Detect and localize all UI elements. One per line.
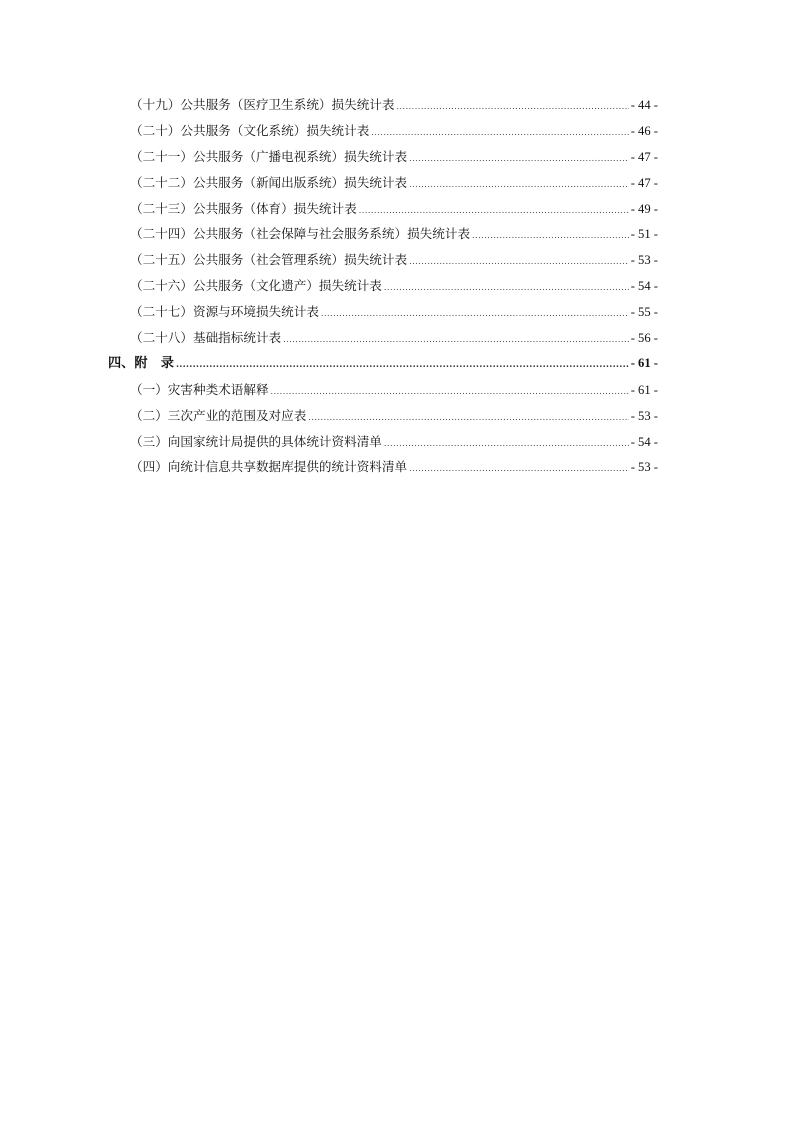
toc-entry-appendix-1[interactable] [108, 377, 658, 403]
toc-entry-page: - 54 - [630, 434, 658, 449]
toc-entry-title: （二十五）公共服务（社会管理系统）损失统计表 [130, 252, 408, 268]
toc-dot-leader [359, 198, 629, 224]
toc-entry-title: （一）灾害种类术语解释 [130, 381, 269, 397]
toc-entry-page: - 53 - [630, 408, 658, 423]
toc-entry-title: （三）向国家统计局提供的具体统计资料清单 [130, 433, 382, 449]
toc-dot-leader [176, 353, 629, 379]
toc-entry-page: - 53 - [630, 460, 658, 475]
toc-dot-leader [384, 275, 629, 301]
toc-entry-page: - 47 - [630, 149, 658, 164]
toc-dot-leader [321, 301, 629, 327]
toc-entry-page: - 56 - [630, 331, 658, 346]
toc-dot-leader [384, 431, 629, 457]
toc-dot-leader [396, 94, 628, 120]
toc-section-page: - 61 - [630, 355, 658, 370]
toc-dot-leader [409, 456, 629, 482]
toc-entry-title: （二十一）公共服务（广播电视系统）损失统计表 [130, 148, 408, 164]
toc-dot-leader [409, 146, 629, 172]
toc-entry-appendix-2[interactable] [108, 403, 658, 429]
toc-entry-25[interactable] [108, 247, 658, 273]
toc-entry-page: - 49 - [630, 201, 658, 216]
toc-section-appendix[interactable] [108, 351, 658, 377]
toc-dot-leader [472, 223, 629, 249]
toc-dot-leader [409, 249, 629, 275]
toc-dot-leader [409, 172, 629, 198]
toc-entry-27[interactable] [108, 299, 658, 325]
toc-entry-page: - 53 - [630, 253, 658, 268]
toc-entry-title: （四）向统计信息共享数据库提供的统计资料清单 [130, 459, 408, 475]
toc-dot-leader [283, 327, 629, 353]
toc-entry-title: （二十六）公共服务（文化遗产）损失统计表 [130, 278, 382, 294]
toc-entry-page: - 47 - [630, 175, 658, 190]
toc-entry-20[interactable] [108, 118, 658, 144]
toc-entry-appendix-3[interactable] [108, 429, 658, 455]
toc-dot-leader [271, 379, 629, 405]
toc-entry-19[interactable] [108, 92, 658, 118]
table-of-contents [108, 92, 658, 480]
toc-entry-26[interactable] [108, 273, 658, 299]
toc-dot-leader [308, 405, 628, 431]
toc-entry-28[interactable] [108, 325, 658, 351]
toc-entry-title: （二十七）资源与环境损失统计表 [130, 304, 319, 320]
toc-entry-page: - 44 - [630, 98, 658, 112]
toc-entry-title: （十九）公共服务（医疗卫生系统）损失统计表 [130, 97, 395, 112]
toc-entry-appendix-4[interactable] [108, 454, 658, 480]
toc-entry-24[interactable] [108, 221, 658, 247]
toc-entry-page: - 54 - [630, 279, 658, 294]
toc-entry-title: （二十二）公共服务（新闻出版系统）损失统计表 [130, 174, 408, 190]
toc-entry-page: - 51 - [630, 227, 658, 242]
toc-section-title: 四、附 录 [108, 355, 174, 371]
toc-entry-title: （二十四）公共服务（社会保障与社会服务系统）损失统计表 [130, 226, 471, 242]
toc-entry-title: （二）三次产业的范围及对应表 [130, 407, 307, 423]
toc-entry-23[interactable] [108, 196, 658, 222]
toc-entry-title: （二十三）公共服务（体育）损失统计表 [130, 200, 357, 216]
toc-entry-page: - 46 - [630, 123, 658, 138]
toc-dot-leader [371, 120, 628, 146]
toc-entry-21[interactable] [108, 144, 658, 170]
toc-entry-title: （二十）公共服务（文化系统）损失统计表 [130, 122, 370, 138]
toc-entry-22[interactable] [108, 170, 658, 196]
toc-entry-page: - 55 - [630, 305, 658, 320]
toc-entry-title: （二十八）基础指标统计表 [130, 330, 282, 346]
toc-entry-page: - 61 - [630, 382, 658, 397]
